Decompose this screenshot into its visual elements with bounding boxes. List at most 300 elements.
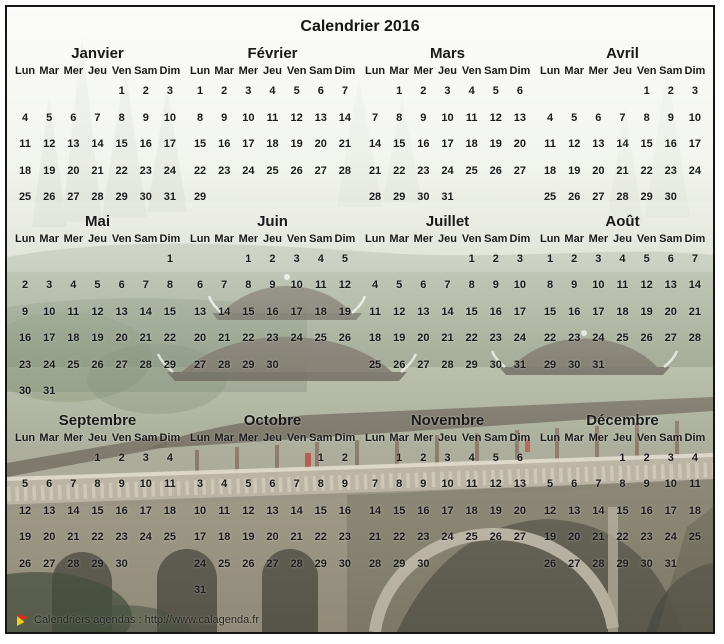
day-cell: 15 [393,138,406,151]
weekday-label: Sam [484,431,508,444]
weekday-label: Mer [413,65,434,77]
day-cell: 6 [118,279,125,292]
day-cell: 3 [667,451,674,464]
week-row [363,184,532,211]
day-cell: 28 [616,191,629,204]
day-cell: 3 [245,85,252,98]
week-row [538,184,707,211]
months-row-2 [7,213,713,405]
day-cell: 22 [465,332,478,345]
day-cell: 16 [139,138,152,151]
day-cell: 25 [266,164,279,177]
day-cell: 7 [619,111,626,124]
day-cell: 15 [193,138,207,151]
day-cell: 27 [266,557,279,570]
day-cell: 13 [193,305,207,318]
day-cell: 31 [592,358,605,371]
day-cell: 15 [465,305,478,318]
week-row [538,105,707,132]
weekday-label: Dim [334,65,356,77]
day-cell: 24 [592,332,605,345]
weekday-label: Mer [588,65,609,77]
week-row [363,325,532,352]
weekday-label: Mar [39,232,59,245]
weekday-label: Mar [389,65,409,77]
day-cell: 25 [163,531,177,544]
week-row [13,471,182,498]
weekday-label: Sam [484,65,508,77]
day-cell: 8 [317,478,324,491]
page-title: Calendrier 2016 [300,18,420,35]
week-row [13,325,182,352]
day-cell: 18 [18,164,32,177]
footer-link[interactable]: Calendriers agendas : http://www.calagenda.fr [34,614,260,626]
weekday-label: Dim [159,232,181,245]
week-row [538,352,707,379]
day-cell: 6 [269,478,276,491]
day-cell: 6 [595,111,602,124]
day-cell: 20 [664,305,677,318]
day-cell: 25 [368,358,382,371]
day-cell: 30 [417,191,430,204]
weekday-label: Sam [659,431,683,444]
day-cell: 21 [368,164,382,177]
day-cell: 3 [595,252,602,265]
day-cell: 30 [338,557,352,570]
day-cell: 31 [163,191,177,204]
day-cell: 11 [314,279,327,292]
day-cell: 27 [43,557,56,570]
day-cell: 12 [43,138,56,151]
day-cell: 2 [492,252,499,265]
footer [15,613,259,627]
day-cell: 8 [468,279,475,292]
calendar-page [5,5,715,634]
day-cell: 28 [592,557,605,570]
day-cell: 26 [640,332,653,345]
week-row [13,272,182,299]
day-cell: 18 [266,138,279,151]
day-cell: 25 [616,332,629,345]
day-cell: 13 [513,111,527,124]
week-row [13,78,182,105]
day-cell: 21 [91,164,104,177]
day-cell: 11 [164,478,176,491]
weekday-label: Jeu [613,232,632,245]
day-cell: 28 [441,358,454,371]
weekday-label: Mer [63,65,84,77]
day-cell: 29 [163,358,177,371]
day-cell: 12 [338,279,352,292]
day-cell: 16 [489,305,502,318]
weekday-label: Ven [286,65,307,77]
weekday-label: Lun [14,431,36,444]
day-cell: 3 [46,279,53,292]
weekday-label: Mar [214,431,234,444]
day-cell: 27 [592,191,605,204]
weekday-label: Jeu [263,232,282,245]
day-cell: 17 [242,138,255,151]
day-cell: 20 [115,332,128,345]
day-cell: 20 [67,164,80,177]
week-row [13,498,182,525]
day-cell: 23 [18,358,32,371]
day-cell: 25 [314,332,327,345]
week-row [188,325,357,352]
day-cell: 24 [290,332,303,345]
weekday-label: Lun [364,232,386,245]
week-row [363,78,532,105]
day-cell: 21 [67,531,80,544]
day-cell: 8 [643,111,650,124]
week-row [13,378,182,405]
month-decembre [538,412,707,578]
day-cell: 17 [163,138,177,151]
day-cell: 28 [338,164,352,177]
day-cell: 28 [67,557,80,570]
day-cell: 18 [218,531,231,544]
day-cell: 1 [619,451,626,464]
day-cell: 28 [91,191,104,204]
day-cell: 24 [441,531,454,544]
day-cell: 29 [314,557,327,570]
day-cell: 4 [372,279,379,292]
weekday-label: Mer [413,232,434,245]
day-cell: 20 [513,138,527,151]
week-row [13,184,182,211]
day-cell: 18 [163,504,177,517]
weekday-label: Ven [461,232,482,245]
weekday-label: Sam [659,65,683,77]
day-cell: 23 [115,531,128,544]
weekday-label: Ven [461,65,482,77]
day-cell: 4 [468,85,475,98]
day-cell: 28 [139,358,152,371]
day-cell: 25 [543,191,557,204]
day-cell: 10 [664,478,677,491]
weekday-label: Jeu [88,65,107,77]
weekday-label: Dim [684,232,706,245]
weekday-label: Jeu [263,65,282,77]
day-cell: 23 [664,164,677,177]
month-novembre [363,412,532,578]
day-cell: 25 [67,358,80,371]
month-mai [13,213,182,405]
day-cell: 22 [640,164,653,177]
day-cell: 29 [115,191,128,204]
day-cell: 5 [22,478,29,491]
week-row [538,131,707,158]
month-janvier [13,45,182,211]
month-juin [188,213,357,379]
week-row [188,445,357,472]
month-title: Avril [606,45,639,62]
day-cell: 16 [640,504,653,517]
week-row [363,246,532,273]
day-cell: 15 [163,305,177,318]
months-row-1 [7,45,713,211]
day-cell: 28 [368,191,382,204]
week-row [188,78,357,105]
week-row [13,352,182,379]
day-cell: 16 [218,138,231,151]
weekday-label: Dim [509,65,531,77]
weekday-label: Mar [39,65,59,77]
weekday-label: Dim [334,232,356,245]
day-cell: 28 [290,557,303,570]
day-cell: 24 [441,164,454,177]
day-cell: 9 [667,111,674,124]
day-cell: 29 [193,191,207,204]
weekday-label: Dim [684,431,706,444]
day-cell: 27 [513,164,527,177]
day-cell: 1 [317,451,324,464]
weekday-label: Mar [564,431,584,444]
day-cell: 7 [595,478,602,491]
day-cell: 10 [163,111,177,124]
day-cell: 17 [290,305,303,318]
day-cell: 22 [393,531,406,544]
day-cell: 9 [571,279,578,292]
day-cell: 20 [43,531,56,544]
week-row [188,551,357,578]
month-title: Mai [84,212,110,230]
day-cell: 25 [688,531,702,544]
day-cell: 6 [70,111,77,124]
weekday-label: Jeu [438,232,457,245]
day-cell: 13 [43,504,56,517]
day-cell: 13 [67,138,80,151]
day-cell: 15 [115,138,128,151]
day-cell: 22 [193,164,207,177]
day-cell: 1 [166,252,173,265]
day-cell: 5 [341,252,348,265]
day-cell: 22 [242,332,255,345]
weekday-label: Mar [39,431,59,444]
day-cell: 8 [396,478,403,491]
month-title: Juillet [425,212,470,230]
day-cell: 24 [163,164,177,177]
day-cell: 7 [221,279,228,292]
day-cell: 2 [420,85,427,98]
weekday-label: Sam [134,232,158,245]
day-cell: 12 [489,111,502,124]
week-row [538,78,707,105]
day-cell: 14 [218,305,231,318]
day-cell: 8 [197,111,204,124]
day-cell: 4 [221,478,228,491]
day-cell: 6 [667,252,674,265]
week-row [13,299,182,326]
weekday-label: Mer [238,431,259,444]
day-cell: 10 [242,111,255,124]
weekday-label: Jeu [613,65,632,77]
day-cell: 21 [688,305,702,318]
day-cell: 26 [91,358,104,371]
month-title: Janvier [71,45,124,62]
weekday-label: Dim [509,431,531,444]
weekday-label: Lun [189,431,211,444]
day-cell: 27 [314,164,327,177]
week-row [363,524,532,551]
day-cell: 7 [293,478,300,491]
week-row [188,471,357,498]
day-cell: 22 [314,531,327,544]
week-row [13,524,182,551]
week-row [363,498,532,525]
week-row [363,272,532,299]
months-row-3 [7,412,713,604]
day-cell: 5 [46,111,53,124]
day-cell: 1 [197,85,204,98]
day-cell: 2 [221,85,228,98]
day-cell: 7 [372,111,379,124]
day-cell: 26 [543,557,557,570]
day-cell: 28 [218,358,231,371]
day-cell: 14 [290,504,303,517]
day-cell: 12 [543,504,557,517]
week-row [363,551,532,578]
weekday-label: Mer [413,431,434,444]
day-cell: 24 [513,332,527,345]
day-cell: 15 [91,504,104,517]
weekday-label: Lun [14,232,36,245]
day-cell: 5 [547,478,554,491]
day-cell: 17 [688,138,702,151]
day-cell: 14 [368,504,382,517]
month-title: Juin [257,212,288,230]
day-cell: 23 [640,531,653,544]
week-row [538,246,707,273]
day-cell: 31 [193,584,207,597]
day-cell: 14 [441,305,454,318]
day-cell: 19 [43,164,56,177]
weekday-label: Lun [189,232,211,245]
day-cell: 25 [465,531,478,544]
day-cell: 23 [266,332,279,345]
day-cell: 15 [616,504,629,517]
day-cell: 2 [667,85,674,98]
day-cell: 14 [67,504,80,517]
day-cell: 7 [142,279,149,292]
month-title: Mars [429,45,466,62]
day-cell: 13 [266,504,279,517]
week-row [13,131,182,158]
weekday-label: Ven [111,232,132,245]
day-cell: 8 [166,279,173,292]
day-cell: 6 [197,279,204,292]
month-octobre [188,412,357,604]
day-cell: 9 [142,111,149,124]
day-cell: 26 [568,191,581,204]
day-cell: 14 [592,504,605,517]
week-row [538,551,707,578]
week-row [188,184,357,211]
day-cell: 10 [441,111,454,124]
weekday-label: Jeu [438,65,457,77]
month-fevrier [188,45,357,211]
day-cell: 29 [393,557,406,570]
day-cell: 8 [94,478,101,491]
week-row [538,524,707,551]
day-cell: 27 [417,358,430,371]
day-cell: 3 [444,85,451,98]
day-cell: 31 [43,385,56,398]
day-cell: 19 [393,332,406,345]
weekday-header-row [188,432,357,445]
weekday-label: Mer [63,232,84,245]
day-cell: 3 [691,85,698,98]
weekday-label: Ven [636,431,657,444]
week-row [538,299,707,326]
day-cell: 16 [417,138,430,151]
day-cell: 8 [245,279,252,292]
weekday-header-row [13,233,182,246]
day-cell: 16 [568,305,581,318]
day-cell: 9 [221,111,228,124]
weekday-label: Sam [659,232,683,245]
week-row [538,325,707,352]
day-cell: 1 [547,252,554,265]
weekday-label: Dim [159,65,181,77]
week-row [363,445,532,472]
day-cell: 23 [139,164,152,177]
day-cell: 6 [317,85,324,98]
day-cell: 13 [314,111,327,124]
day-cell: 21 [441,332,454,345]
day-cell: 14 [616,138,629,151]
day-cell: 11 [218,504,231,517]
day-cell: 3 [142,451,149,464]
day-cell: 13 [115,305,128,318]
day-cell: 19 [18,531,32,544]
day-cell: 21 [139,332,152,345]
weekday-label: Mar [214,65,234,77]
day-cell: 21 [368,531,382,544]
day-cell: 3 [166,85,173,98]
day-cell: 19 [242,531,255,544]
day-cell: 13 [568,504,581,517]
day-cell: 21 [616,164,629,177]
day-cell: 10 [193,504,207,517]
day-cell: 18 [543,164,557,177]
day-cell: 20 [592,164,605,177]
week-row [188,299,357,326]
day-cell: 11 [465,478,478,491]
weekday-label: Mar [389,431,409,444]
day-cell: 9 [420,478,427,491]
day-cell: 11 [266,111,279,124]
day-cell: 16 [266,305,279,318]
day-cell: 23 [417,164,430,177]
weekday-label: Lun [364,65,386,77]
weekday-label: Sam [309,431,333,444]
day-cell: 14 [139,305,152,318]
week-row [363,158,532,185]
day-cell: 29 [393,191,406,204]
day-cell: 3 [197,478,204,491]
day-cell: 17 [592,305,605,318]
day-cell: 30 [115,557,128,570]
day-cell: 5 [94,279,101,292]
day-cell: 26 [489,164,502,177]
day-cell: 3 [444,451,451,464]
day-cell: 19 [338,305,352,318]
month-septembre [13,412,182,578]
day-cell: 10 [688,111,702,124]
weekday-header-row [538,65,707,78]
day-cell: 14 [338,111,352,124]
